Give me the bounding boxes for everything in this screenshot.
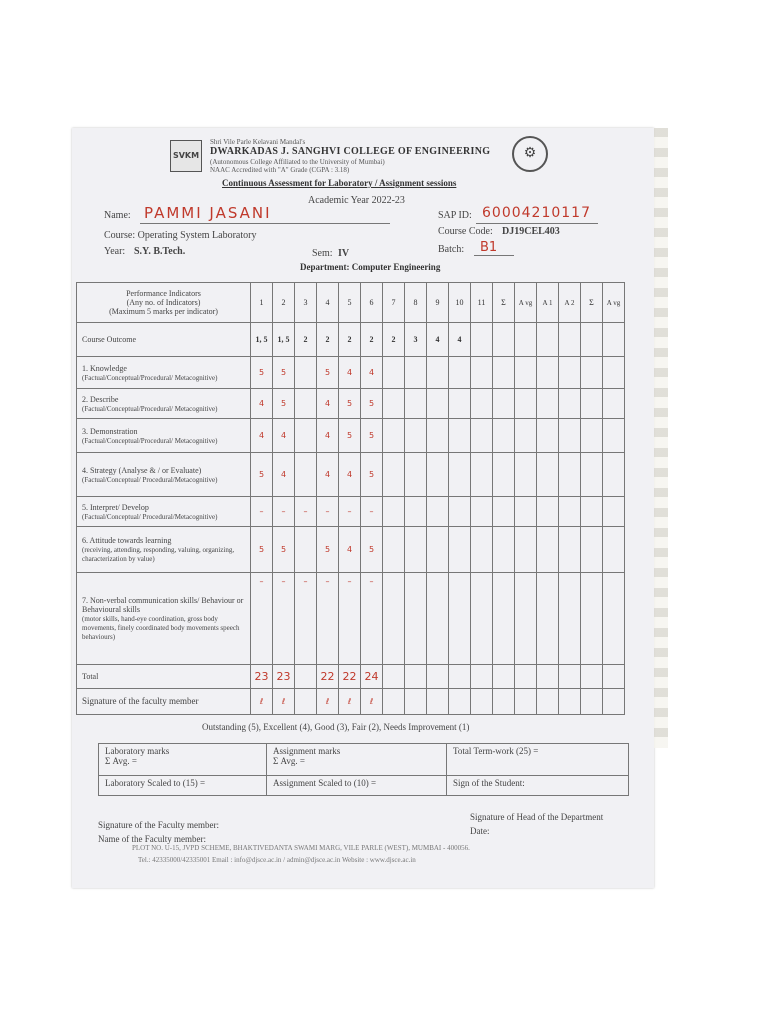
co-cell: 2 [383, 323, 405, 357]
assignment-marks-label: Assignment marks [273, 746, 341, 756]
mark-cell: 5 [361, 453, 383, 497]
faculty-signature: ℓ [251, 689, 273, 715]
col-header: A 1 [537, 283, 559, 323]
indicator-attitude: 6. Attitude towards learning (receiving, attending, responding, valuing, organizing, characterization by value) [77, 527, 251, 573]
assessment-table [76, 282, 625, 715]
course-code-label: Course Code: [438, 226, 493, 237]
col-header: A 2 [559, 283, 581, 323]
mark-cell: 5 [317, 527, 339, 573]
sem-label: Sem: [312, 248, 333, 259]
col-header: A vg [603, 283, 625, 323]
col-header: 2 [273, 283, 295, 323]
mark-cell: 5 [273, 357, 295, 389]
mark-cell: – [361, 497, 383, 527]
svkm-logo: SVKM [170, 140, 202, 172]
mark-cell: 5 [317, 357, 339, 389]
college-contact: Tel.: 42335000/42335001 Email : info@djsce.ac.in / admin@djsce.ac.in Website : www.djsce.ac.in [138, 856, 416, 864]
mark-cell: 4 [339, 527, 361, 573]
co-cell: 2 [317, 323, 339, 357]
mark-cell: 4 [251, 389, 273, 419]
course-label: Course: Operating System Laboratory [104, 230, 257, 241]
trust-name: Shri Vile Parle Kelavani Mandal's [210, 138, 306, 146]
total-cell: 24 [361, 665, 383, 689]
faculty-signature [295, 689, 317, 715]
indicator-demonstration: 3. Demonstration (Factual/Conceptual/Procedural/ Metacognitive) [77, 419, 251, 453]
mark-cell: 4 [273, 419, 295, 453]
mark-cell: 4 [251, 419, 273, 453]
mark-cell: 5 [339, 419, 361, 453]
indicator-describe: 2. Describe (Factual/Conceptual/Procedural/ Metacognitive) [77, 389, 251, 419]
mark-cell: 5 [251, 357, 273, 389]
col-header: 8 [405, 283, 427, 323]
college-seal: ⚙ [512, 136, 548, 172]
sap-id-label: SAP ID: [438, 210, 472, 221]
total-cell [295, 665, 317, 689]
mark-cell: 4 [317, 389, 339, 419]
col-header: 10 [449, 283, 471, 323]
college-address: PLOT NO. U-15, JVPD SCHEME, BHAKTIVEDANTA SWAMI MARG, VILE PARLE (WEST), MUMBAI - 400056. [132, 844, 470, 852]
mark-cell: 4 [339, 357, 361, 389]
mark-cell: 5 [273, 527, 295, 573]
indicator-interpret: 5. Interpret/ Develop (Factual/Conceptual/ Procedural/Metacognitive) [77, 497, 251, 527]
faculty-signature: ℓ [339, 689, 361, 715]
mark-cell: 4 [317, 419, 339, 453]
col-header: 7 [383, 283, 405, 323]
student-name: PAMMI JASANI [144, 204, 272, 222]
total-cell: 22 [317, 665, 339, 689]
affiliation: (Autonomous College Affiliated to the University of Mumbai) [210, 158, 385, 166]
co-cell: 2 [361, 323, 383, 357]
co-cell: 1, 5 [273, 323, 295, 357]
col-header: Σ [581, 283, 603, 323]
total-cell: 22 [339, 665, 361, 689]
faculty-signature: ℓ [273, 689, 295, 715]
co-cell: 4 [427, 323, 449, 357]
faculty-signature-label: Signature of the faculty member [77, 689, 251, 715]
form-title: Continuous Assessment for Laboratory / Assignment sessions [222, 178, 457, 188]
course-code: DJ19CEL403 [502, 226, 560, 237]
col-header: 3 [295, 283, 317, 323]
mark-cell: – [273, 497, 295, 527]
mark-cell: 4 [339, 453, 361, 497]
mark-cell [295, 389, 317, 419]
col-header: A vg [515, 283, 537, 323]
mark-cell: – [339, 497, 361, 527]
total-cell: 23 [273, 665, 295, 689]
sap-id: 60004210117 [482, 205, 591, 221]
indicator-header-1: Performance Indicators [126, 289, 201, 298]
assignment-scaled-label: Assignment Scaled to (10) = [267, 776, 447, 796]
indicator-knowledge: 1. Knowledge (Factual/Conceptual/Procedural/ Metacognitive) [77, 357, 251, 389]
batch-label: Batch: [438, 244, 465, 255]
lab-marks-label: Laboratory marks [105, 746, 170, 756]
student-signature-label: Sign of the Student: [447, 776, 629, 796]
faculty-signature: ℓ [317, 689, 339, 715]
mark-cell [295, 527, 317, 573]
year-value: S.Y. B.Tech. [134, 246, 186, 257]
lab-avg-label: Σ Avg. = [105, 756, 137, 766]
term-work-label: Total Term-work (25) = [447, 744, 629, 776]
mark-cell: 4 [317, 453, 339, 497]
co-cell: 4 [449, 323, 471, 357]
co-cell: 1, 5 [251, 323, 273, 357]
faculty-name-footer: Name of the Faculty member: [98, 834, 206, 844]
year-label: Year: [104, 246, 126, 257]
col-header: 5 [339, 283, 361, 323]
college-name: DWARKADAS J. SANGHVI COLLEGE OF ENGINEERING [210, 146, 491, 157]
marks-summary [98, 743, 629, 796]
mark-cell: – [361, 573, 383, 665]
mark-cell: – [251, 497, 273, 527]
mark-cell [295, 453, 317, 497]
mark-cell: – [295, 573, 317, 665]
mark-cell: 5 [339, 389, 361, 419]
batch-value: B1 [480, 240, 498, 255]
co-cell: 2 [339, 323, 361, 357]
mark-cell: – [317, 573, 339, 665]
col-header: Σ [493, 283, 515, 323]
faculty-signature: ℓ [361, 689, 383, 715]
col-header: 4 [317, 283, 339, 323]
academic-year: Academic Year 2022-23 [308, 195, 405, 206]
col-header: 11 [471, 283, 493, 323]
total-label: Total [77, 665, 251, 689]
mark-cell: 5 [361, 419, 383, 453]
mark-cell: – [295, 497, 317, 527]
faculty-signature-footer: Signature of the Faculty member: [98, 820, 219, 830]
sem-value: IV [338, 248, 350, 259]
assessment-sheet [72, 128, 654, 888]
mark-cell: – [317, 497, 339, 527]
mark-cell: – [339, 573, 361, 665]
mark-cell: 5 [361, 527, 383, 573]
mark-cell: 4 [273, 453, 295, 497]
indicator-header-2: (Any no. of Indicators) [126, 298, 201, 307]
lab-scaled-label: Laboratory Scaled to (15) = [99, 776, 267, 796]
mark-cell [295, 357, 317, 389]
date-label: Date: [470, 826, 490, 836]
indicator-nonverbal: 7. Non-verbal communication skills/ Behaviour or Behavioural skills (motor skills, hand-eye coordination, gross body movements, finely coordinated body movements speech behaviours) [77, 573, 251, 665]
course-outcome-label: Course Outcome [77, 323, 251, 357]
co-cell: 2 [295, 323, 317, 357]
indicator-strategy: 4. Strategy (Analyse & / or Evaluate) (Factual/Conceptual/ Procedural/Metacognitive) [77, 453, 251, 497]
background-page-edge [654, 128, 668, 748]
assignment-avg-label: Σ Avg. = [273, 756, 305, 766]
department: Department: Computer Engineering [300, 262, 441, 272]
mark-cell: 5 [273, 389, 295, 419]
col-header: 6 [361, 283, 383, 323]
rating-scale: Outstanding (5), Excellent (4), Good (3), Fair (2), Needs Improvement (1) [202, 722, 470, 732]
mark-cell: – [273, 573, 295, 665]
total-cell: 23 [251, 665, 273, 689]
name-label: Name: [104, 210, 131, 221]
naac-accreditation: NAAC Accredited with "A" Grade (CGPA : 3.18) [210, 166, 350, 174]
mark-cell: – [251, 573, 273, 665]
mark-cell [295, 419, 317, 453]
col-header: 1 [251, 283, 273, 323]
co-cell: 3 [405, 323, 427, 357]
mark-cell: 4 [361, 357, 383, 389]
hod-signature: Signature of Head of the Department [470, 812, 604, 822]
col-header: 9 [427, 283, 449, 323]
mark-cell: 5 [251, 527, 273, 573]
indicator-header-3: (Maximum 5 marks per indicator) [109, 307, 218, 316]
mark-cell: 5 [361, 389, 383, 419]
mark-cell: 5 [251, 453, 273, 497]
